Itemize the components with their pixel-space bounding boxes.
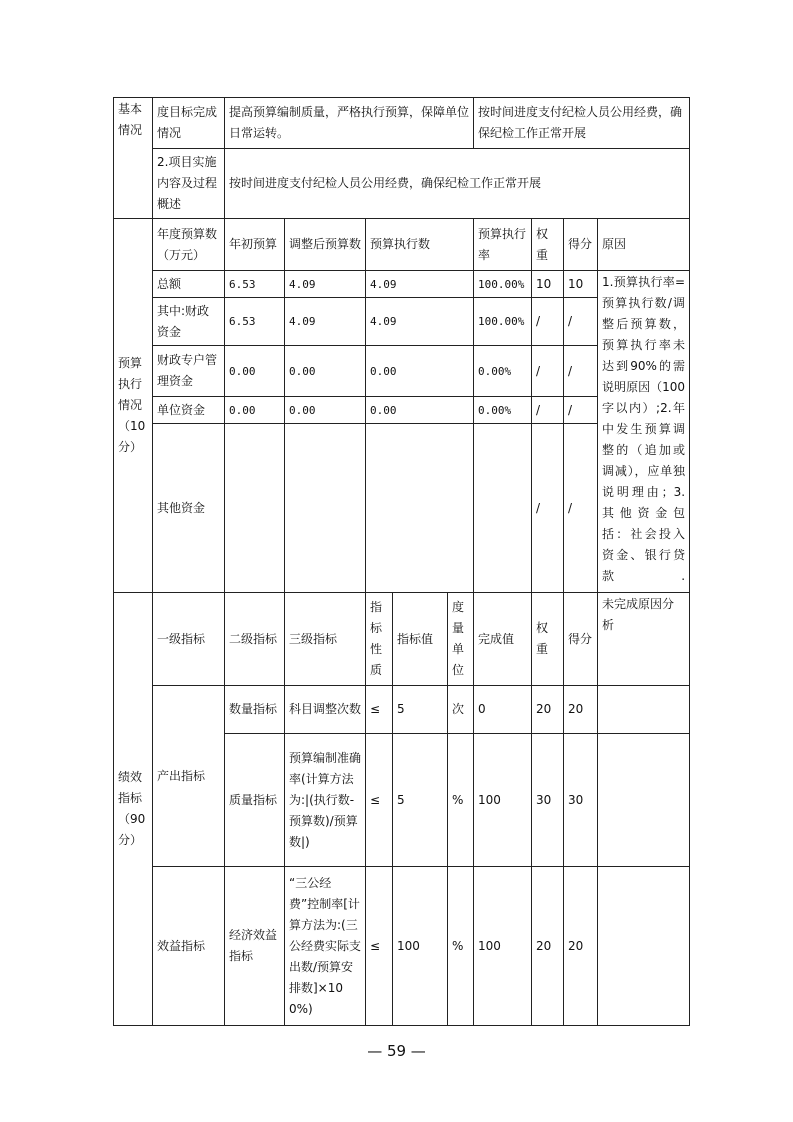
perf-header: 二级指标 — [225, 593, 285, 686]
perf-header: 度量单位 — [448, 593, 474, 686]
perf-header: 完成值 — [474, 593, 532, 686]
reason — [598, 686, 690, 734]
level1: 效益指标 — [153, 867, 225, 1026]
value: 5 — [393, 686, 448, 734]
unit: 次 — [448, 686, 474, 734]
perf-header: 三级指标 — [285, 593, 366, 686]
actual: 100 — [474, 734, 532, 867]
unit: % — [448, 734, 474, 867]
budget-header: 预算执行数 — [366, 219, 474, 271]
nature: ≤ — [366, 734, 393, 867]
adjusted: 4.09 — [285, 298, 366, 346]
actual: 0 — [474, 686, 532, 734]
perf-header: 一级指标 — [153, 593, 225, 686]
level2: 经济效益指标 — [225, 867, 285, 1026]
goal-right: 按时间进度支付纪检人员公用经费，确保纪检工作正常开展 — [474, 98, 690, 149]
executed: 4.09 — [366, 271, 474, 298]
budget-header: 调整后预算数 — [285, 219, 366, 271]
rate — [474, 424, 532, 593]
executed: 0.00 — [366, 346, 474, 397]
reason — [598, 867, 690, 1026]
adjusted: 0.00 — [285, 346, 366, 397]
score: 30 — [564, 734, 598, 867]
row-name: 其他资金 — [153, 424, 225, 593]
level2: 数量指标 — [225, 686, 285, 734]
budget-header: 得分 — [564, 219, 598, 271]
level3: 预算编制准确率(计算方法为:|(执行数-预算数)/预算数|) — [285, 734, 366, 867]
adjusted: 4.09 — [285, 271, 366, 298]
performance-table — [113, 97, 690, 1026]
initial: 6.53 — [225, 298, 285, 346]
score: 20 — [564, 867, 598, 1026]
executed — [366, 424, 474, 593]
perf-header: 权重 — [532, 593, 564, 686]
weight: 20 — [532, 867, 564, 1026]
page-number: — 59 — — [367, 1042, 426, 1060]
content-label: 2.项目实施内容及过程概述 — [153, 149, 225, 219]
weight: 10 — [532, 271, 564, 298]
budget-header: 年初预算 — [225, 219, 285, 271]
row-name: 单位资金 — [153, 397, 225, 424]
goal-left: 提高预算编制质量，严格执行预算，保障单位日常运转。 — [225, 98, 474, 149]
weight: / — [532, 346, 564, 397]
nature: ≤ — [366, 686, 393, 734]
basic-section-label: 基本情况 — [114, 98, 153, 219]
unit: % — [448, 867, 474, 1026]
row-name: 财政专户管理资金 — [153, 346, 225, 397]
rate: 0.00% — [474, 346, 532, 397]
initial: 6.53 — [225, 271, 285, 298]
budget-header: 权重 — [532, 219, 564, 271]
value: 5 — [393, 734, 448, 867]
perf-row — [114, 686, 690, 734]
goal-label: 度目标完成情况 — [153, 98, 225, 149]
budget-header: 年度预算数（万元） — [153, 219, 225, 271]
budget-row — [114, 271, 690, 298]
row-name: 总额 — [153, 271, 225, 298]
perf-header: 得分 — [564, 593, 598, 686]
level3: 科目调整次数 — [285, 686, 366, 734]
score: / — [564, 424, 598, 593]
content-text: 按时间进度支付纪检人员公用经费，确保纪检工作正常开展 — [225, 149, 690, 219]
initial — [225, 424, 285, 593]
weight: / — [532, 298, 564, 346]
weight: / — [532, 424, 564, 593]
initial: 0.00 — [225, 346, 285, 397]
rate: 100.00% — [474, 298, 532, 346]
budget-header: 原因 — [598, 219, 690, 271]
value: 100 — [393, 867, 448, 1026]
adjusted — [285, 424, 366, 593]
perf-header: 指标性质 — [366, 593, 393, 686]
reason — [598, 734, 690, 867]
weight: / — [532, 397, 564, 424]
performance-section-label: 绩效指标（90分） — [114, 593, 153, 1026]
score: / — [564, 346, 598, 397]
nature: ≤ — [366, 867, 393, 1026]
initial: 0.00 — [225, 397, 285, 424]
weight: 20 — [532, 686, 564, 734]
score: 20 — [564, 686, 598, 734]
adjusted: 0.00 — [285, 397, 366, 424]
score: / — [564, 298, 598, 346]
actual: 100 — [474, 867, 532, 1026]
row-name: 其中:财政资金 — [153, 298, 225, 346]
rate: 100.00% — [474, 271, 532, 298]
executed: 0.00 — [366, 397, 474, 424]
rate: 0.00% — [474, 397, 532, 424]
level3: “三公经费”控制率[计算方法为:(三公经费实际支出数/预算安排数]×100%) — [285, 867, 366, 1026]
budget-section-label: 预算执行情况（10分） — [114, 219, 153, 593]
perf-header: 指标值 — [393, 593, 448, 686]
budget-header: 预算执行率 — [474, 219, 532, 271]
reason-note: 1.预算执行率=预算执行数/调整后预算数，预算执行率未达到90%的需说明原因（100字以内）;2.年中发生预算调整的（追加或调减），应单独说明理由；3.其他资金包括：社会投入资金、银行贷款. — [598, 271, 690, 593]
perf-header: 未完成原因分析 — [598, 593, 690, 686]
perf-row — [114, 867, 690, 1026]
score: 10 — [564, 271, 598, 298]
level2: 质量指标 — [225, 734, 285, 867]
weight: 30 — [532, 734, 564, 867]
executed: 4.09 — [366, 298, 474, 346]
level1: 产出指标 — [153, 686, 225, 867]
score: / — [564, 397, 598, 424]
